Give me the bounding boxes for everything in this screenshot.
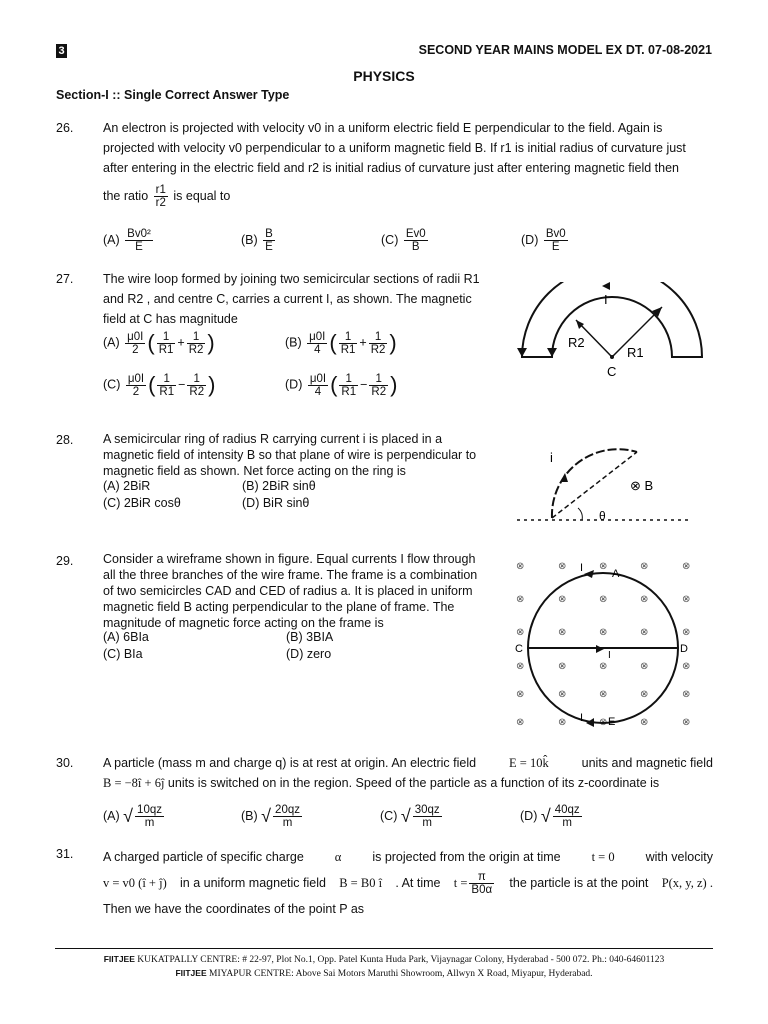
q28-options: [103, 479, 403, 513]
q26-ratio-num: r1: [155, 184, 166, 196]
field-cross-marker: ⊗: [640, 717, 649, 728]
q29-options: [103, 630, 403, 664]
q31-line1-post: with velocity: [645, 850, 713, 864]
q27-line2: and R2 , and centre C, carries a current I, as shown. The magnetic: [103, 292, 472, 306]
q29-option-d[interactable]: (D) zero: [286, 647, 332, 661]
q29-option-c[interactable]: (C) BIa: [103, 647, 143, 661]
q26-option-b[interactable]: (B) $\frac{B}{E}$: [241, 228, 273, 253]
q29-option-b[interactable]: (B) 3BIA: [286, 630, 334, 644]
field-cross-marker: ⊗: [682, 689, 691, 700]
q31-line2-time: . At time: [395, 876, 441, 891]
q31-t0: t = 0: [591, 850, 615, 864]
q31-b-field: B = B0 î: [339, 876, 383, 891]
q27-figure: [512, 282, 712, 382]
q29-line2: all the three branches of the wire frame. The frame is a combination: [103, 568, 478, 582]
q27-options: [103, 330, 503, 410]
field-cross-marker: ⊗: [640, 627, 649, 638]
field-cross-marker: ⊗: [682, 594, 691, 605]
footer-centre-2: MIYAPUR CENTRE: Above Sai Motors Maruthi Showroom, Allwyn X Road, Miyapur, Hyderabad.: [209, 969, 593, 979]
field-cross-marker: ⊗: [516, 661, 525, 672]
footer-miyapur: [0, 968, 768, 979]
q31-line3: Then we have the coordinates of the point P as: [103, 902, 365, 917]
q26-line3: after entering in the electric field and r2 is initial radius of curvature just after entering magnetic field then: [103, 161, 680, 175]
field-cross-marker: ⊗: [516, 717, 525, 728]
q27-option-c[interactable]: (C) $\frac{\mu 0I}{2}$ ( $\frac{1}{R1}$ − $\frac{1}{R2}$ ): [103, 372, 216, 398]
q26-line2: projected with velocity v0 perpendicular to a uniform magnetic field B. If r1 is initial radius of curvature just: [103, 141, 686, 155]
q29-fig-point-e: E: [608, 716, 616, 728]
q26-option-d[interactable]: (D) $\frac{Bv0}{E}$: [521, 228, 566, 253]
q27-option-b[interactable]: (B) $\frac{\mu 0I}{4}$ ( $\frac{1}{R1}$ + $\frac{1}{R2}$ ): [285, 330, 397, 356]
field-cross-marker: ⊗: [640, 661, 649, 672]
question-31-text: [103, 844, 713, 922]
q28-option-a[interactable]: (A) 2BiR: [103, 479, 151, 493]
q30-options: [103, 804, 723, 838]
q27-line3: field at C has magnitude: [103, 312, 238, 326]
field-cross-marker: ⊗: [516, 689, 525, 700]
q27-option-d[interactable]: (D) $\frac{\mu 0I}{4}$ ( $\frac{1}{R1}$ − $\frac{1}{R2}$ ): [285, 372, 398, 398]
field-cross-marker: ⊗: [640, 594, 649, 605]
q31-alpha: α: [334, 850, 342, 864]
q27-fig-centre: C: [607, 364, 617, 379]
q28-option-d[interactable]: (D) BiR sinθ: [242, 496, 310, 510]
q30-b-field: B = −8î + 6ĵ: [103, 776, 165, 790]
q27-fig-current: I: [604, 292, 608, 307]
q29-line4: magnetic field B acting perpendicular to the plane of frame. The: [103, 600, 455, 614]
question-27-text: [103, 269, 498, 329]
footer-kukatpally: [0, 954, 768, 965]
q26-line4-pre: the ratio: [103, 188, 149, 203]
q30-e-field: E = 10k̂: [509, 756, 549, 770]
page-number: 3: [56, 44, 67, 58]
q26-option-c[interactable]: (C) $\frac{Ev0}{B}$: [381, 228, 426, 253]
q27-option-a[interactable]: (A) $\frac{\mu 0I}{2}$ ( $\frac{1}{R1}$ + $\frac{1}{R2}$ ): [103, 330, 215, 356]
q30-option-d[interactable]: (D) √ $\frac{40qz}{m}$: [520, 804, 580, 829]
q30-line1-post: units and magnetic field: [581, 756, 713, 770]
field-cross-marker: ⊗: [558, 661, 567, 672]
footer-brand-1: FIITJEE: [103, 954, 135, 964]
field-cross-marker: ⊗: [599, 717, 608, 728]
q30-option-c[interactable]: (C) √ $\frac{30qz}{m}$: [380, 804, 440, 829]
field-cross-marker: ⊗: [640, 561, 649, 572]
q27-line1: The wire loop formed by joining two semicircular sections of radii R1: [103, 272, 480, 286]
q29-fig-point-a: A: [612, 568, 620, 580]
q29-line5: magnitude of magnetic force acting on the frame is: [103, 616, 384, 630]
q31-t-den: B0α: [471, 884, 493, 897]
q28-figure: [512, 440, 692, 530]
footer-centre-1: KUKATPALLY CENTRE: # 22-97, Plot No.1, Opp. Patel Kunta Huda Park, Vijaynagar Colony, Hyderabad - 500 072. Ph.: 040-64601123: [137, 955, 665, 965]
field-cross-marker: ⊗: [516, 627, 525, 638]
question-29-number: 29.: [56, 554, 74, 568]
q29-figure: [506, 553, 706, 733]
field-cross-marker: ⊗: [682, 661, 691, 672]
q31-line1-mid: is projected from the origin at time: [372, 850, 561, 864]
field-cross-marker: ⊗: [558, 717, 567, 728]
q27-fig-r1: R1: [627, 345, 644, 360]
q31-t-eq: t =: [453, 876, 468, 890]
q31-point: P(x, y, z) .: [661, 876, 713, 891]
field-cross-marker: ⊗: [516, 561, 525, 572]
question-31-number: 31.: [56, 847, 74, 861]
question-29-text: [103, 551, 495, 631]
q29-line3: of two semicircles CAD and CED of radius a. It is placed in uniform: [103, 584, 473, 598]
q29-line1: Consider a wireframe shown in figure. Equal currents I flow through: [103, 552, 476, 566]
q31-t-num: π: [469, 871, 494, 884]
q28-fig-angle: θ: [599, 509, 606, 523]
q31-line2-post: the particle is at the point: [509, 876, 649, 891]
question-27-number: 27.: [56, 272, 74, 286]
q28-line1: A semicircular ring of radius R carrying current i is placed in a: [103, 432, 443, 446]
section-title: Section-I :: Single Correct Answer Type: [56, 88, 290, 102]
q29-fig-point-c: C: [515, 643, 523, 655]
field-cross-marker: ⊗: [558, 594, 567, 605]
q29-fig-bottom-current: I: [580, 712, 584, 724]
q30-option-a[interactable]: (A) √ $\frac{10qz}{m}$: [103, 804, 162, 829]
question-30-text: [103, 753, 713, 793]
field-cross-marker: ⊗: [558, 627, 567, 638]
q29-fig-point-d: D: [680, 643, 688, 655]
subject-title: PHYSICS: [353, 68, 415, 84]
q31-line1-pre: A charged particle of specific charge: [103, 850, 304, 864]
q31-velocity: v = v0 (î + ĵ): [103, 876, 167, 891]
q28-fig-current: i: [550, 450, 553, 465]
q30-line2-post: units is switched on in the region. Speed of the particle as a function of its z-coordinate is: [167, 776, 660, 790]
question-26-text: [103, 118, 713, 209]
q31-line2-mid: in a uniform magnetic field: [180, 876, 326, 891]
q28-option-c[interactable]: (C) 2BiR cosθ: [103, 496, 181, 510]
footer-divider: [55, 948, 713, 949]
q28-line2: magnetic field of intensity B so that plane of wire is perpendicular to: [103, 448, 477, 462]
footer-brand-2: FIITJEE: [175, 968, 207, 978]
q28-fig-field: ⊗ B: [630, 478, 654, 493]
q26-option-a[interactable]: (A) $\frac{\text{Bv0²}}{E}$: [103, 228, 151, 253]
q28-line3: magnetic field as shown. Net force acting on the ring is: [103, 464, 406, 478]
field-cross-marker: ⊗: [682, 717, 691, 728]
q26-ratio-den: r2: [155, 197, 166, 209]
field-cross-marker: ⊗: [599, 661, 608, 672]
question-26-number: 26.: [56, 121, 74, 135]
question-28-text: [103, 431, 495, 479]
q26-line1: An electron is projected with velocity v0 in a uniform electric field E perpendicular to the field. Again is: [103, 121, 663, 135]
q29-fig-mid-current: I: [608, 650, 611, 661]
q28-option-b[interactable]: (B) 2BiR sinθ: [242, 479, 316, 493]
field-cross-marker: ⊗: [599, 627, 608, 638]
q29-option-a[interactable]: (A) 6BIa: [103, 630, 149, 644]
question-30-number: 30.: [56, 756, 74, 770]
q27-fig-r2: R2: [568, 335, 585, 350]
field-cross-marker: ⊗: [516, 594, 525, 605]
field-cross-marker: ⊗: [558, 561, 567, 572]
field-cross-marker: ⊗: [599, 594, 608, 605]
q30-line1-pre: A particle (mass m and charge q) is at rest at origin. An electric field: [103, 756, 477, 770]
q30-option-b[interactable]: (B) √ $\frac{20qz}{m}$: [241, 804, 300, 829]
q29-field-markers: [516, 561, 690, 728]
field-cross-marker: ⊗: [682, 627, 691, 638]
exam-title: SECOND YEAR MAINS MODEL EX DT. 07-08-2021: [418, 43, 712, 57]
q26-line4-post: is equal to: [173, 188, 231, 203]
field-cross-marker: ⊗: [599, 561, 608, 572]
field-cross-marker: ⊗: [558, 689, 567, 700]
q29-fig-top-current: I: [580, 562, 584, 574]
question-28-number: 28.: [56, 433, 74, 447]
field-cross-marker: ⊗: [599, 689, 608, 700]
field-cross-marker: ⊗: [640, 689, 649, 700]
field-cross-marker: ⊗: [682, 561, 691, 572]
